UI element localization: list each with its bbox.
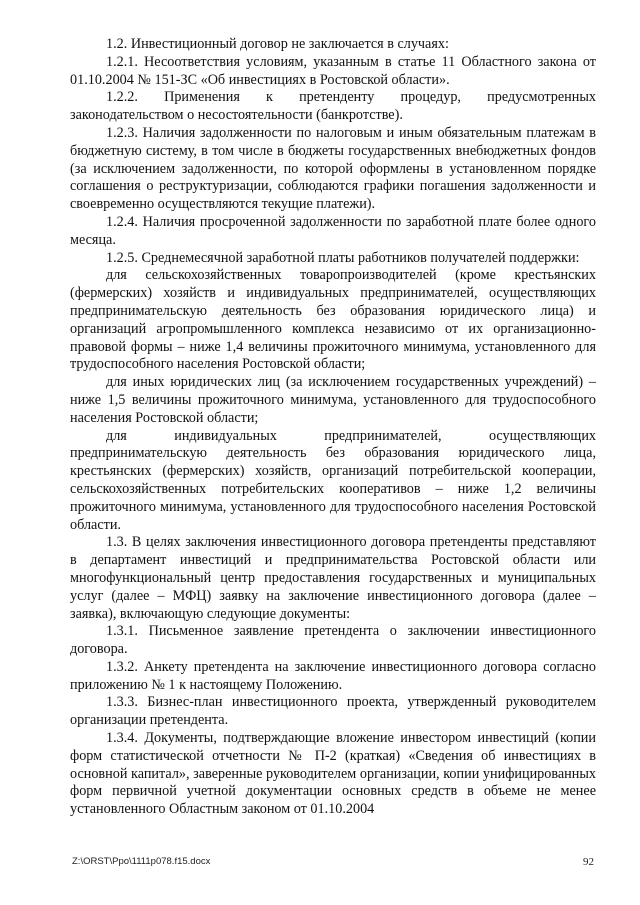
document-page — [70, 36, 596, 836]
paragraph-1-3-2: 1.3.2. Анкету претендента на заключение инвестиционного договора согласно приложению № 1 к настоящему Положению. — [70, 658, 596, 693]
paragraph-1-3-3: 1.3.3. Бизнес-план инвестиционного проекта, утвержденный руководителем организации претендента. — [70, 694, 596, 729]
paragraph-1-3-1: 1.3.1. Письменное заявление претендента о заключении инвестиционного договора. — [70, 623, 596, 658]
paragraph-individual-entrepreneurs: для индивидуальных предпринимателей, осуществляющих предпринимательскую деятельность без образования юридического лица, крестьянских (фермерских) хозяйств, организаций потребительской кооперации, сельскохозяйственных потребительских кооперативов – ниже 1,2 величины прожиточного минимума, установленного для трудоспособного населения Ростовской области. — [70, 427, 596, 533]
file-path: Z:\ORST\Ppo\1111p078.f15.docx — [72, 856, 211, 867]
paragraph-1-3-4: 1.3.4. Документы, подтверждающие вложение инвестором инвестиций (копии форм статистической отчетности № П-2 (краткая) «Сведения об инвестициях в основной капитал», заверенные руководителем организации, копии унифицированных форм первичной учетной документации основных средств в объеме не менее установленного Областным законом от 01.10.2004 — [70, 730, 596, 818]
paragraph-1-2: 1.2. Инвестиционный договор не заключается в случаях: — [106, 36, 449, 52]
paragraph-1-2-3: 1.2.3. Наличия задолженности по налоговым и иным обязательным платежам в бюджетную систему, в том числе в бюджеты государственных внебюджетных фондов (за исключением задолженности, по которой оформлены в установленном порядке соглашения о реструктуризации, соблюдаются графики погашения задолженности и своевременно осуществляются текущие платежи). — [70, 124, 596, 213]
paragraph-1-2-4: 1.2.4. Наличия просроченной задолженности по заработной плате более одного месяца. — [70, 213, 596, 248]
paragraph-1-3: 1.3. В целях заключения инвестиционного договора претенденты представляют в департамент инвестиций и предпринимательства Ростовской области или многофункциональный центр предоставления государственных и муниципальных услуг (далее – МФЦ) заявку на заключение инвестиционного договора (далее – заявка), включающую следующие документы: — [70, 534, 596, 622]
page-footer — [72, 856, 598, 872]
page-number: 92 — [583, 856, 594, 868]
paragraph-1-2-5: 1.2.5. Среднемесячной заработной платы работников получателей поддержки: — [106, 249, 580, 266]
paragraph-1-2-1: 1.2.1. Несоответствия условиям, указанным в статье 11 Областного закона от 01.10.2004 № 151-ЗС «Об инвестициях в Ростовской области». — [70, 53, 596, 88]
paragraph-1-2-2: 1.2.2. Применения к претенденту процедур, предусмотренных законодательством о несостоятельности (банкротстве). — [70, 89, 596, 124]
paragraph-other-legal-entities: для иных юридических лиц (за исключением государственных учреждений) – ниже 1,5 величины прожиточного минимума, установленного для трудоспособного населения Ростовской области; — [70, 374, 596, 426]
paragraph-agricultural-producers: для сельскохозяйственных товаропроизводителей (кроме крестьянских (фермерских) хозяйств и индивидуальных предпринимателей, осуществляющих предпринимательскую деятельность без образования юридического лица) и организаций агропромышленного комплекса независимо от их организационно-правовой формы – ниже 1,4 величины прожиточного минимума, установленного для трудоспособного населения Ростовской области; — [70, 267, 596, 373]
